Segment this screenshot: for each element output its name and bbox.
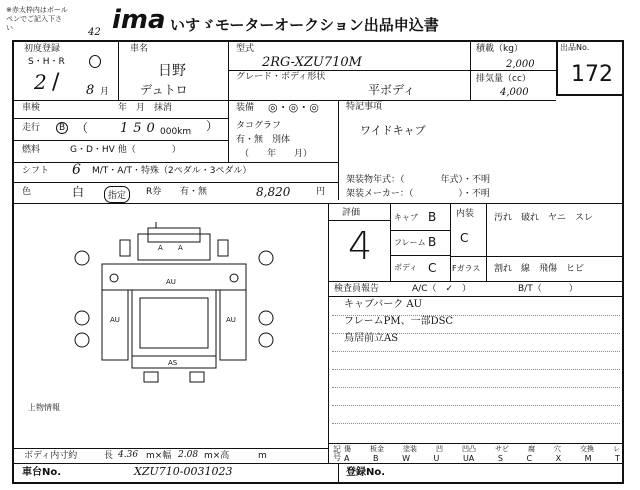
ima-logo: ima [112,5,166,35]
score-value: 4 [348,224,373,268]
legend-c7: X [555,454,562,463]
model-label: 型式 [236,44,255,54]
frame-label: フレーム [394,238,426,247]
au-label-top: AU [166,278,176,286]
wheel-rl1 [75,311,89,325]
legend-c9: T [615,454,620,463]
tacho-date: （ 年 月） [240,149,313,159]
mileage-bracket-end: ） [206,119,219,133]
first-reg-label: 初度登録 [24,44,61,54]
legend-c3: U [433,454,440,463]
legend-c4: UA [462,454,475,463]
grade-label: グレード・ボディ形状 [236,72,326,82]
bt-label: B/T（ ） [518,284,578,294]
recycle-label: R券 [146,187,162,197]
mirror-right [218,240,228,256]
wheel-fl [75,251,89,265]
recycle-unit: 円 [316,187,326,197]
body-left-side [102,290,128,360]
legend-h1: 板金 [370,445,384,453]
cab-roof [148,228,200,242]
recycle-amount: 8,820 [256,185,291,199]
shift-label: シフト [22,166,50,176]
height-unit: m [258,451,267,461]
cab-grade: B [428,210,437,224]
month-unit: 月 [100,87,110,97]
legend-title: 記号 [333,445,341,462]
tacho-label: タコグラフ [236,121,282,131]
wheel-rl2 [75,333,89,347]
date-slash: / [52,70,60,95]
recycle-options: 有・無 [180,187,208,197]
first-reg-year: 2 [34,70,47,94]
mileage-label: 走行 [22,123,41,133]
mileage-value: 150 [120,121,160,136]
reg-label: 登録No. [346,467,386,478]
header-note-mark: 42 [88,27,101,38]
lot-number: 172 [571,62,613,87]
body-label: ボディ [394,263,418,272]
wheel-fr [259,251,273,265]
fuel-options: G・D・HV 他（ ） [70,145,181,155]
displacement-label: 排気量（cc） [476,74,531,84]
equipment-icons: ◎・◎・◎ [268,101,319,114]
header-title: いすゞモーターオークション出品申込書 [170,16,439,34]
legend-h4: 凹凸 [462,445,476,453]
body-front [102,264,246,290]
length-label: 長 [104,451,114,461]
model-value: 2RG-XZU710M [262,55,362,70]
legend-h8: 交換 [580,445,594,453]
capacity-value: 2,000 [506,59,535,70]
legend-h5: サビ [495,445,509,453]
au-label-right: AU [226,316,236,324]
lot-label: 出品No. [560,43,590,52]
length-value: 4.36 [118,450,139,460]
legend-h6: 腐 [528,445,535,453]
first-reg-month: 8 [86,83,95,98]
features-label: 特記事項 [346,102,383,112]
height-label: m×高 [204,451,230,461]
frame-grade: B [428,235,437,249]
glass-label: Fガラス [452,264,481,273]
legend-c0: A [344,454,350,463]
mileage-bracket: （ [76,121,89,135]
cab-label: キャブ [394,213,418,222]
legend-c6: C [526,454,533,463]
body-right-side [220,290,246,360]
inspector-note-3: 鳥居前立AS [344,333,399,344]
interior-grade: C [460,231,469,245]
glass-items: 割れ 線 飛傷 ヒビ [494,264,585,274]
upper-info-label: 上物情報 [28,403,60,412]
car-name: 日野 [158,63,186,79]
legend-h9: レ [613,445,620,453]
inspector-note-1: キャブバーク AU [344,299,423,310]
ac-label: A/C（ ✓ ） [412,284,472,294]
header-note: ※赤太枠内はボールペンでご記入下さい [6,6,68,32]
score-label: 評価 [342,208,361,218]
bed-outline [132,290,216,356]
legend-table [344,444,620,464]
interior-label: 内装 [456,209,475,219]
legend-c5: S [497,454,503,463]
au-label-left: AU [110,316,120,324]
shift-speed: 6 [72,162,81,178]
color-label: 色 [22,187,32,197]
color-value: 白 [72,185,85,199]
inspection-label: 車検 [22,103,41,113]
capacity-label: 積載（kg） [476,44,523,54]
legend-h0: 傷 [344,445,351,453]
truck-diagram [60,222,290,402]
inspector-note-2: フレームPM、一部DSC [344,316,454,327]
displacement-value: 4,000 [500,87,529,98]
a-label-2: A [178,244,183,252]
legend-c8: M [584,454,592,463]
cab-outline [138,234,210,260]
era-selected-circle [89,55,101,68]
legend-c1: B [373,454,379,463]
shift-options: M/T・A/T・特殊（2ペダル・3ペダル） [92,166,252,176]
as-label: AS [168,359,178,367]
legend-c2: W [402,454,410,463]
car-name-label: 車名 [130,44,149,54]
inspector-label: 検査員報告 [334,284,380,294]
chassis-value: XZU710-0031023 [134,465,233,478]
equipment-label: 装備 [236,103,255,113]
mileage-mark: B [56,122,68,134]
car-model-name: デュトロ [140,83,188,97]
dimensions-label: ボディ内寸約 [24,451,78,461]
a-label-1: A [158,244,163,252]
wheel-rr1 [259,311,273,325]
interior-items: 汚れ 破れ ヤニ スレ [494,213,594,223]
mirror-left [120,240,130,256]
body-grade: C [428,261,437,275]
fuel-label: 燃料 [22,145,41,155]
width-value: 2.08 [178,450,199,460]
mileage-unit: 000km [160,127,192,137]
mount-maker: 架装メーカー：（ ）・不明 [346,189,490,199]
width-label: m×幅 [146,451,172,461]
bed-inner [140,298,208,348]
legend-h7: 穴 [554,445,561,453]
legend-h3: 凹 [436,445,443,453]
inspection-text: 年 月 抹消 [118,103,173,113]
chassis-label: 車台No. [22,467,62,478]
wheel-rr2 [259,333,273,347]
legend-h2: 塗装 [403,445,417,453]
body-shape: 平ボディ [368,83,416,97]
mount-year: 架装物年式：（ 年式）・不明 [346,175,491,185]
features-value: ワイドキャブ [360,124,426,137]
tacho-options: 有・無 別体 [236,135,291,145]
color-note: 指定 [104,186,130,203]
era-options: S・H・R [28,57,65,67]
